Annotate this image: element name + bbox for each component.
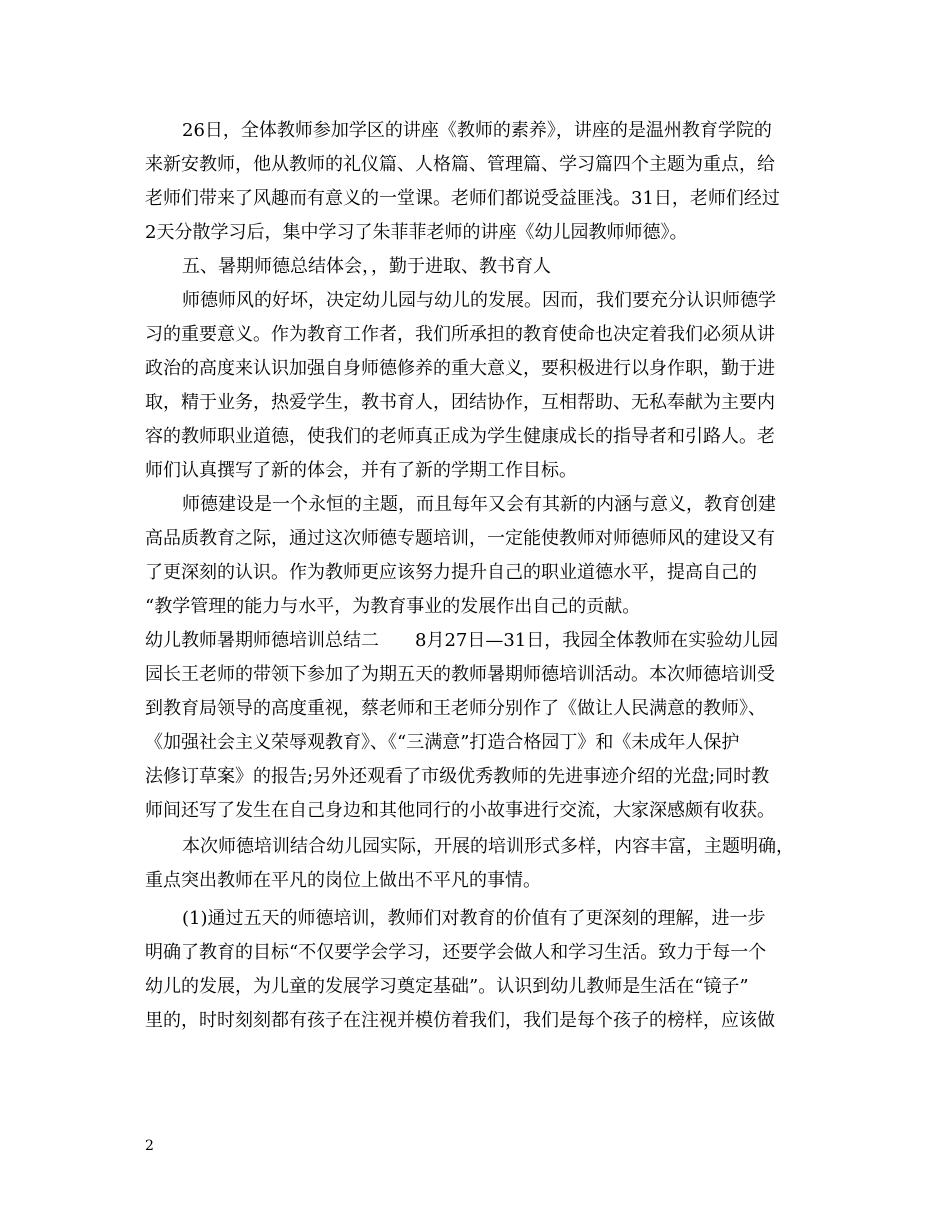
text-line: 2天分散学习后，集中学习了朱菲菲老师的讲座《幼儿园教师师德》。 <box>145 222 688 243</box>
text-line: (1)通过五天的师德培训，教师们对教育的价值有了更深刻的理解，进一步 <box>182 908 766 929</box>
text-line: 高品质教育之际，通过这次师德专题培训，一定能使教师对师德师风的建设又有 <box>145 528 775 549</box>
text-line: 幼儿教师暑期师德培训总结二 8月27日—31日，我园全体教师在实验幼儿园 <box>145 630 779 651</box>
text-line: 法修订草案》的报告;另外还观看了市级优秀教师的先进事迹介绍的光盘;同时教 <box>145 766 770 787</box>
text-line: 习的重要意义。作为教育工作者，我们所承担的教育使命也决定着我们必须从讲 <box>145 324 775 345</box>
text-line: 了更深刻的认识。作为教师更应该努力提升自己的职业道德水平，提高自己的 <box>145 562 757 583</box>
text-line: 明确了教育的目标“不仅要学会学习，还要学会做人和学习生活。致力于每一个 <box>145 942 767 963</box>
text-line: 取，精于业务，热爱学生，教书育人，团结协作，互相帮助、无私奉献为主要内 <box>145 392 775 413</box>
text-line: 师德建设是一个永恒的主题，而且每年又会有其新的内涵与意义，教育创建 <box>182 494 776 515</box>
text-line: 《加强社会主义荣辱观教育》、《“三满意”打造合格园丁》和《未成年人保护 <box>145 732 740 753</box>
page-number: 2 <box>145 1138 154 1154</box>
text-line: 师们认真撰写了新的体会，并有了新的学期工作目标。 <box>145 460 577 481</box>
text-line: 到教育局领导的高度重视，蔡老师和王老师分别作了《做让人民满意的教师》、 <box>145 698 766 719</box>
text-line: “教学管理的能力与水平，为教育事业的发展作出自己的贡献。 <box>145 596 641 617</box>
text-line: 容的教师职业道德，使我们的老师真正成为学生健康成长的指导者和引路人。老 <box>145 426 775 447</box>
text-line: 园长王老师的带领下参加了为期五天的教师暑期师德培训活动。本次师德培训受 <box>145 664 775 685</box>
text-line: 26日，全体教师参加学区的讲座《教师的素养》，讲座的是温州教育学院的 <box>182 120 772 141</box>
text-line: 政治的高度来认识加强自身师德修养的重大意义，要积极进行以身作职，勤于进 <box>145 358 775 379</box>
text-line: 来新安教师，他从教师的礼仪篇、人格篇、管理篇、学习篇四个主题为重点，给 <box>145 154 775 175</box>
text-line: 师德师风的好坏，决定幼儿园与幼儿的发展。因而，我们要充分认识师德学 <box>182 290 776 311</box>
section-heading: 五、暑期师德总结体会，，勤于进取、教书育人 <box>182 256 551 277</box>
text-line: 本次师德培训结合幼儿园实际，开展的培训形式多样，内容丰富，主题明确， <box>182 836 794 857</box>
text-line: 老师们带来了风趣而有意义的一堂课。老师们都说受益匪浅。31日，老师们经过 <box>145 188 780 209</box>
text-line: 重点突出教师在平凡的岗位上做出不平凡的事情。 <box>145 870 541 891</box>
text-line: 里的，时时刻刻都有孩子在注视并模仿着我们，我们是每个孩子的榜样，应该做 <box>145 1010 775 1031</box>
text-line: 师间还写了发生在自己身边和其他同行的小故事进行交流，大家深感颇有收获。 <box>145 800 775 821</box>
text-line: 幼儿的发展，为儿童的发展学习奠定基础”。认识到幼儿教师是生活在“镜子” <box>145 976 749 997</box>
